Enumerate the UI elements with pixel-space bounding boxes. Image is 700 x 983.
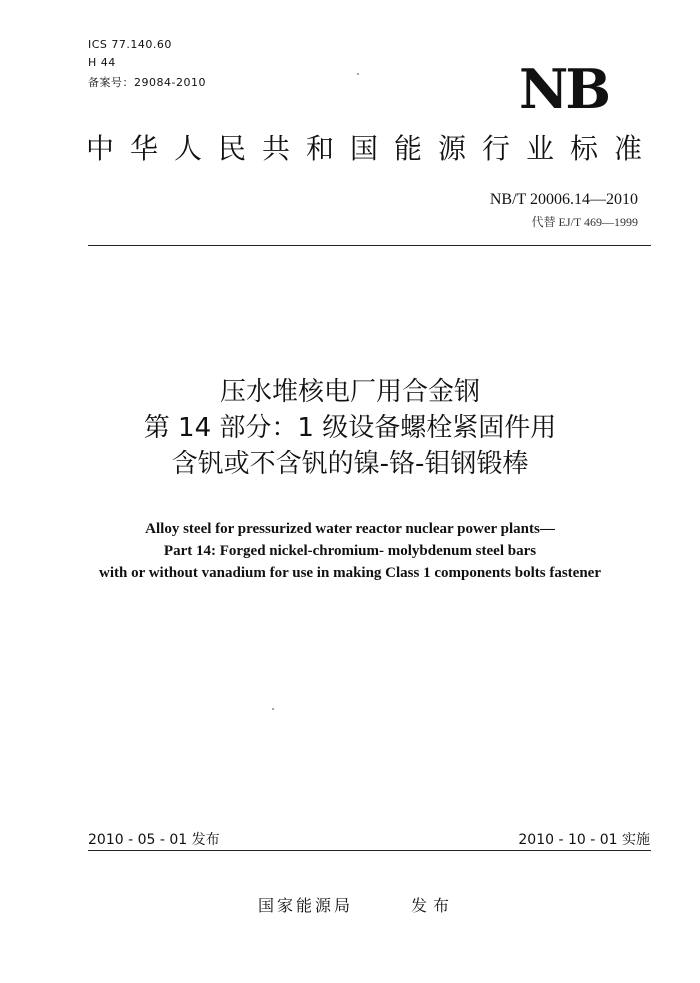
issuing-authority: 国家能源局 — [258, 896, 354, 915]
title-en-line-1: Alloy steel for pressurized water reactor nuclear power plants— — [145, 521, 555, 537]
speck — [272, 708, 274, 710]
title-english — [0, 518, 700, 584]
nb-logo: NB — [518, 57, 608, 121]
implementation-date: 2010 - 10 - 01 实施 — [518, 832, 650, 848]
ics-code: ICS 77.140.60 — [88, 38, 172, 51]
title-zh-line-3: 含钒或不含钒的镍-铬-钼钢锻棒 — [171, 449, 529, 479]
header-divider — [88, 245, 651, 246]
issue-date: 2010 - 05 - 01 发布 — [88, 832, 220, 848]
standard-number: NB/T 20006.14—2010 — [489, 191, 638, 208]
ccs-code: H 44 — [88, 56, 116, 69]
filing-number: 备案号：29084-2010 — [88, 76, 206, 89]
standard-category-title: 中华人民共和国能源行业标准 — [86, 132, 659, 165]
title-zh-line-2: 第 14 部分：1 级设备螺栓紧固件用 — [143, 413, 557, 443]
title-chinese — [0, 374, 700, 482]
replaced-standard: 代替 EJ/T 469—1999 — [531, 215, 638, 229]
issue-verb: 发布 — [411, 896, 456, 915]
title-en-line-2: Part 14: Forged nickel-chromium- molybdenum steel bars — [163, 543, 537, 559]
title-zh-line-1: 压水堆核电厂用合金钢 — [219, 377, 480, 407]
title-en-line-3: with or without vanadium for use in making Class 1 components bolts fastener — [99, 565, 601, 581]
footer-divider — [88, 850, 651, 851]
speck — [357, 73, 359, 75]
